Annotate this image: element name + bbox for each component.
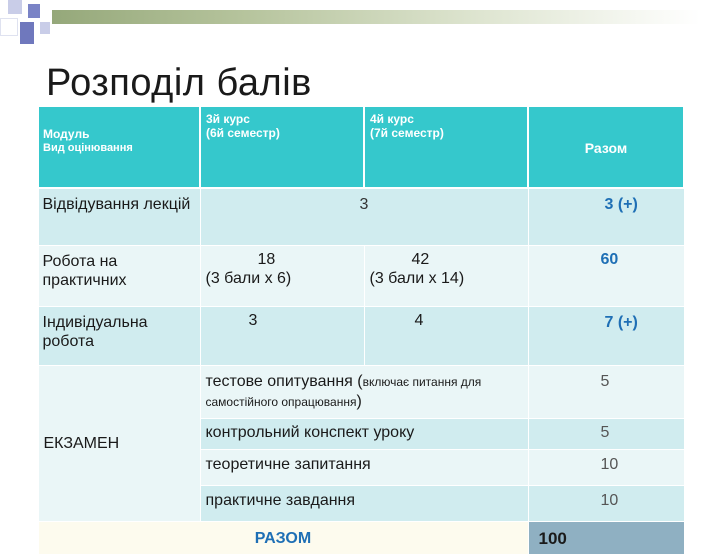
page-title: Розподіл балів	[46, 62, 312, 104]
score-table	[37, 105, 685, 555]
header-course3	[200, 106, 364, 188]
exam-item	[200, 366, 528, 419]
total-label: РАЗОМ	[38, 522, 528, 555]
header-semester6-label: (6й семестр)	[206, 126, 280, 140]
header-total: Разом	[528, 106, 684, 188]
header-module	[38, 106, 200, 188]
exam-item-points: 10	[528, 450, 684, 486]
row-value	[364, 246, 528, 307]
deco-square-1	[8, 0, 22, 14]
row-value	[200, 246, 364, 307]
row-label: Робота на практичних	[38, 246, 200, 307]
deco-square-2	[28, 4, 40, 18]
header-assessment-label: Вид оцінювання	[43, 142, 133, 154]
value-course4: 4	[364, 307, 528, 366]
header-module-label: Модуль	[43, 127, 90, 141]
table-row	[38, 307, 684, 366]
row-label: Відвідування лекцій	[38, 188, 200, 246]
exam-item-points: 10	[528, 486, 684, 522]
header-course4-label: 4й курс	[370, 112, 414, 126]
exam-label: ЕКЗАМЕН	[38, 366, 200, 522]
row-total: 60	[528, 246, 684, 307]
total-value: 100	[528, 522, 684, 555]
table-header-row	[38, 106, 684, 188]
row-total: 3 (+)	[528, 188, 684, 246]
value-course3-note: (3 бали х 6)	[205, 270, 292, 287]
total-row	[38, 522, 684, 555]
exam-item-name: тестове опитування (	[205, 373, 363, 390]
exam-item-name: практичне завдання	[200, 486, 528, 522]
header-stripe	[52, 10, 700, 24]
deco-square-5	[40, 22, 50, 34]
header-course4	[364, 106, 528, 188]
exam-item-close: )	[356, 393, 362, 410]
exam-item-points: 5	[528, 366, 684, 419]
value-course3: 3	[200, 307, 364, 366]
exam-item-points: 5	[528, 419, 684, 450]
value-course4: 42	[411, 251, 430, 268]
table-row	[38, 246, 684, 307]
row-label: Індивідуальна робота	[38, 307, 200, 366]
row-total: 7 (+)	[528, 307, 684, 366]
table-row	[38, 366, 684, 419]
exam-item-name: теоретичне запитання	[200, 450, 528, 486]
exam-item-note: включає питання для самостійного опрацювання	[205, 375, 482, 409]
deco-square-4	[20, 22, 34, 44]
deco-square-3	[0, 18, 18, 36]
header-semester7-label: (7й семестр)	[370, 126, 444, 140]
exam-item-name: контрольний конспект уроку	[200, 419, 528, 450]
header-course3-label: 3й курс	[206, 112, 250, 126]
value-course4-note: (3 бали х 14)	[369, 270, 465, 287]
value-course3: 18	[257, 251, 276, 268]
table-row	[38, 188, 684, 246]
row-value: 3	[200, 188, 528, 246]
